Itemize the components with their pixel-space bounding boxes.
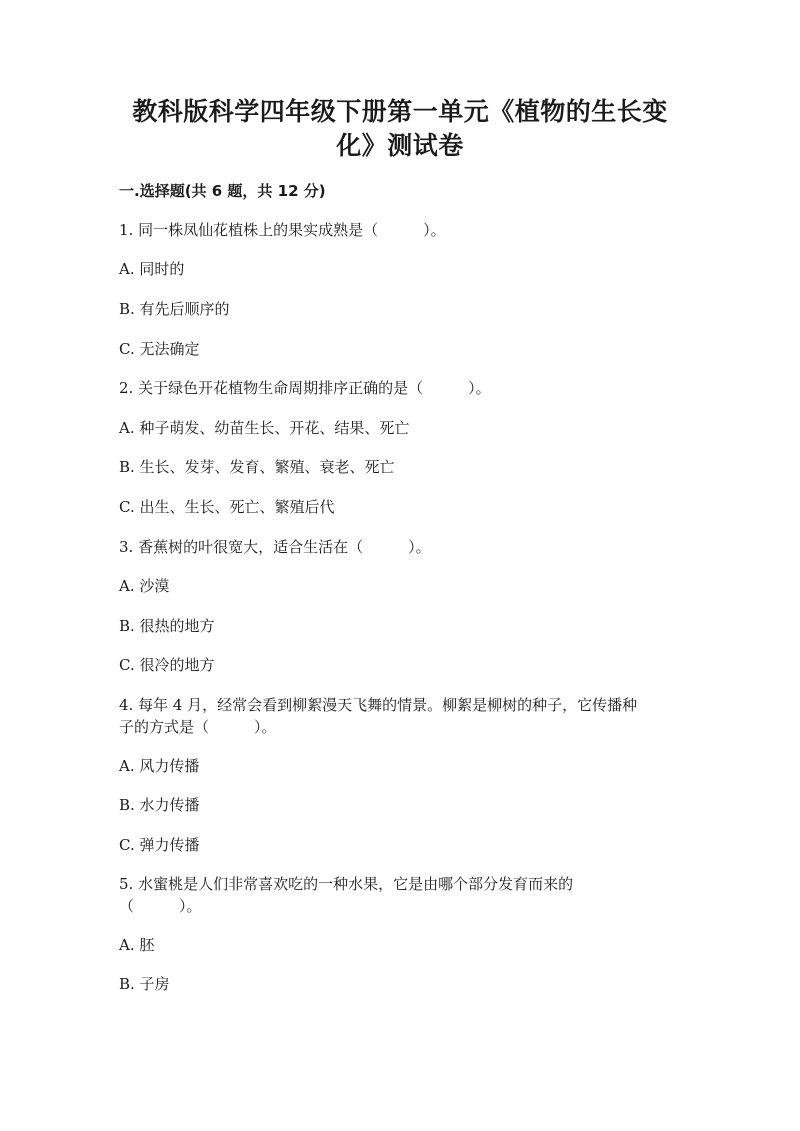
question-2-option-a: A. 种子萌发、幼苗生长、开花、结果、死亡	[119, 419, 410, 437]
question-3-stem: 3. 香蕉树的叶很宽大，适合生活在（ ）。	[119, 538, 431, 556]
question-5-option-a: A. 胚	[119, 936, 155, 954]
question-2-stem: 2. 关于绿色开花植物生命周期排序正确的是（ ）。	[119, 379, 491, 397]
question-1-option-a: A. 同时的	[119, 260, 185, 278]
question-3-option-b: B. 很热的地方	[119, 617, 215, 635]
question-4-stem-line-2: 子的方式是（ ）。	[119, 718, 277, 736]
question-5-stem-line-1: 5. 水蜜桃是人们非常喜欢吃的一种水果，它是由哪个部分发育而来的	[119, 875, 574, 893]
document-title-line-1: 教科版科学四年级下册第一单元《植物的生长变	[132, 97, 668, 126]
question-2-option-b: B. 生长、发芽、发育、繁殖、衰老、死亡	[119, 458, 395, 476]
question-4-option-c: C. 弹力传播	[119, 836, 200, 854]
question-5-stem-line-2: （ ）。	[119, 897, 202, 915]
question-1-stem: 1. 同一株凤仙花植株上的果实成熟是（ ）。	[119, 221, 446, 239]
document-title-line-2: 化》测试卷	[336, 131, 464, 160]
question-4-option-b: B. 水力传播	[119, 796, 200, 814]
question-4-option-a: A. 风力传播	[119, 757, 200, 775]
question-1-option-b: B. 有先后顺序的	[119, 300, 230, 318]
section-heading: 一.选择题(共 6 题，共 12 分)	[119, 182, 326, 200]
question-2-option-c: C. 出生、生长、死亡、繁殖后代	[119, 498, 335, 516]
question-3-option-a: A. 沙漠	[119, 577, 170, 595]
question-5-option-b: B. 子房	[119, 975, 170, 993]
question-1-option-c: C. 无法确定	[119, 340, 200, 358]
question-4-stem-line-1: 4. 每年 4 月，经常会看到柳絮漫天飞舞的情景。柳絮是柳树的种子，它传播种	[119, 696, 638, 714]
question-3-option-c: C. 很冷的地方	[119, 656, 215, 674]
